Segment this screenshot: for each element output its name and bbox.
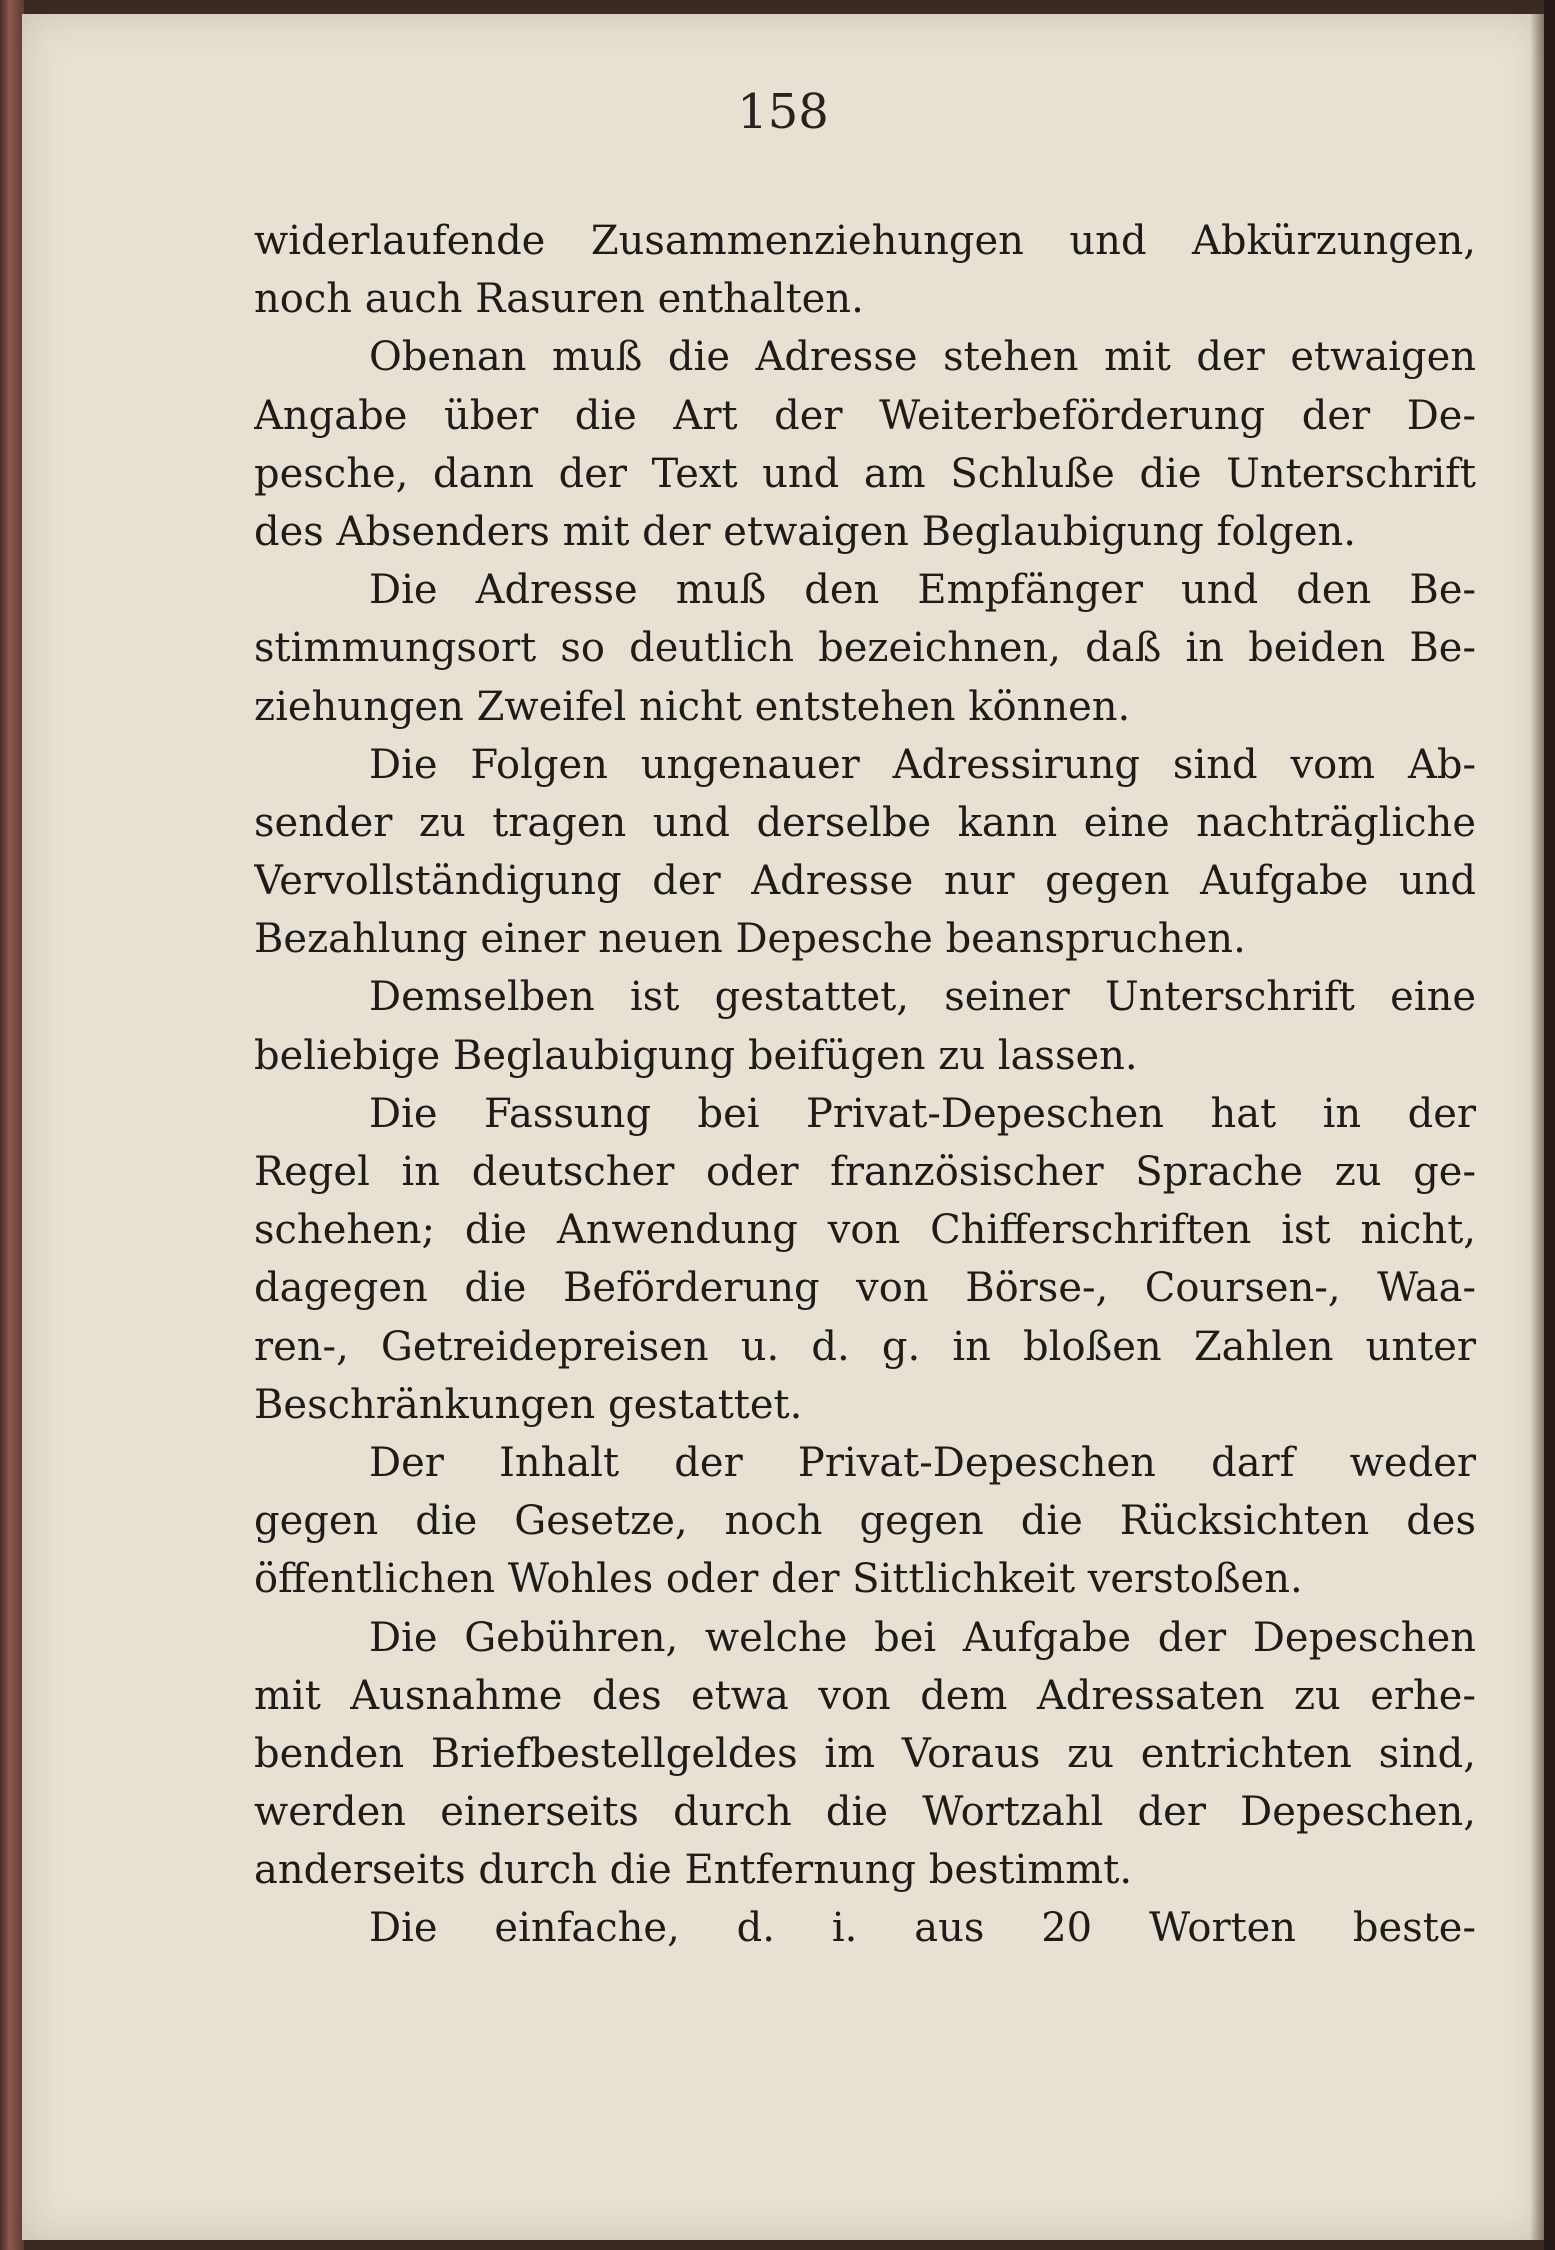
text-line: Die einfache, d. i. aus 20 Worten beste- (369, 1905, 1476, 1952)
book-edge (1544, 0, 1555, 2250)
text-line: stimmungsort so deutlich bezeichnen, daß in beiden Be- (254, 625, 1476, 672)
text-line: gegen die Gesetze, noch gegen die Rücksichten des (254, 1498, 1476, 1545)
text-line: benden Briefbestellgeldes im Voraus zu entrichten sind, (254, 1730, 1476, 1777)
text-line: Die Gebühren, welche bei Aufgabe der Depeschen (369, 1614, 1476, 1661)
book-binding (0, 0, 24, 2250)
text-line: Die Folgen ungenauer Adressirung sind vom Ab- (369, 741, 1476, 788)
text-line: ren-, Getreidepreisen u. d. g. in bloßen Zahlen unter (254, 1323, 1476, 1370)
text-line: dagegen die Beförderung von Börse-, Coursen-, Waa- (254, 1265, 1476, 1312)
text-line: Demselben ist gestattet, seiner Unterschrift eine (369, 974, 1476, 1021)
text-line: Die Adresse muß den Empfänger und den Be- (369, 567, 1476, 614)
text-line: beliebige Beglaubigung beifügen zu lassen. (254, 1032, 1138, 1079)
text-line: pesche, dann der Text und am Schluße die Unterschrift (254, 450, 1476, 497)
text-line: anderseits durch die Entfernung bestimmt. (254, 1847, 1133, 1894)
text-line: des Absenders mit der etwaigen Beglaubigung folgen. (254, 508, 1356, 555)
text-line: schehen; die Anwendung von Chifferschriften ist nicht, (254, 1207, 1476, 1254)
body-text (254, 212, 1476, 1958)
book-page (22, 14, 1544, 2240)
page-number: 158 (737, 84, 829, 140)
text-line: Angabe über die Art der Weiterbeförderung der De- (254, 392, 1476, 439)
text-line: Vervollständigung der Adresse nur gegen Aufgabe und (254, 858, 1476, 905)
text-line: Obenan muß die Adresse stehen mit der etwaigen (369, 334, 1476, 381)
text-line: ziehungen Zweifel nicht entstehen können. (254, 683, 1131, 730)
text-line: noch auch Rasuren enthalten. (254, 276, 864, 323)
text-line: widerlaufende Zusammenziehungen und Abkürzungen, (254, 218, 1476, 264)
text-line: Beschränkungen gestattet. (254, 1381, 803, 1428)
text-line: mit Ausnahme des etwa von dem Adressaten zu erhe- (254, 1672, 1476, 1719)
text-line: öffentlichen Wohles oder der Sittlichkeit verstoßen. (254, 1556, 1303, 1603)
text-line: Regel in deutscher oder französischer Sprache zu ge- (254, 1149, 1476, 1195)
text-line: werden einerseits durch die Wortzahl der Depeschen, (254, 1789, 1476, 1836)
text-line: sender zu tragen und derselbe kann eine nachträgliche (254, 799, 1476, 846)
text-line: Bezahlung einer neuen Depesche beanspruchen. (254, 916, 1246, 963)
text-line: Die Fassung bei Privat-Depeschen hat in der (369, 1090, 1476, 1137)
text-line: Der Inhalt der Privat-Depeschen darf weder (369, 1439, 1476, 1486)
